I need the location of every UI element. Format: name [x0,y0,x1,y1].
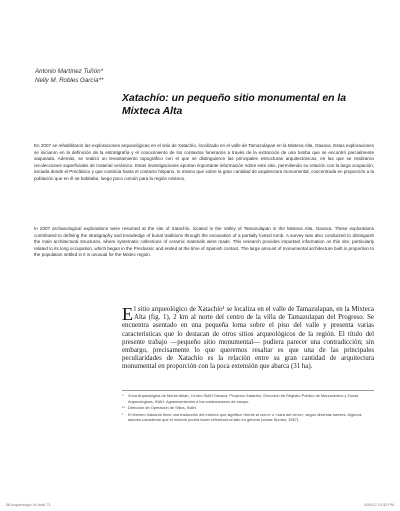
footnote-mark: * [122,393,124,398]
article-title: Xatachío: un pequeño sitio monumental en la Mixteca Alta [122,93,346,117]
print-slug [6,502,394,509]
abstract-spanish: En 2007 se rehabilitaron las exploraciones arqueológicas en el sitio de Xatachío, localizado en el valle de Tamazulapan en la Mixteca Alta, Oaxaca. Estas exploraciones se iniciaron en la definición de la estratigrafía y el conocimiento de los contextos funerarios a través de la extracción de una tumba que se encontró parcialmente saqueada. Además, se realizó un levantamiento topográfico con el que se distinguieron las principales estructuras arquitectónicas, en las que se realizaron recolecciones superficiales de material cerámico. Estas investigaciones aportan importante información sobre este sitio, permitiendo su relación con la larga ocupación, iniciada desde el Preclásico y que continúa hasta el contacto hispano, lo mismo que sobre la gran cantidad de arquitectura monumental, concentrada en proporción a la población que en él se habitaba, luego poco común para la región mixteca. [34,143,374,181]
author-name: Antonio Martínez Tuñón* [35,68,103,75]
slug-filename: 08 Arqueología 44.indd 73 [6,503,51,507]
footnote-mark: ** [122,405,126,411]
abstract-english: In 2007 archaeological explorations were resumed at the site of Xatachío, located in the Valley of Tamazulapan in the Mixteca Alta, Oaxaca. These explorations contributed to defining the stratigraphy and knowledge of burial traditions through the excavation of a partially looted tomb. A survey was also conducted to distinguish the main architectural structures, where systematic collections of ceramic materials were made. This research provides important information on this site, particularly related to its long occupation, which began in the Preclassic and ended at the time of Spanish contact. The large amount of monumental architecture built in proportion to the population settled in it is unusual for the Mixtec region. [34,226,374,258]
slug-timestamp: 4/28/12 10:32 PM [364,503,394,507]
drop-cap: E [122,304,133,324]
footnote-text: Dirección de Operación de Sitios, INAH. [128,405,198,411]
footnote-mark: ¹ [122,411,124,417]
footnote [122,405,374,411]
intro-paragraph [122,306,374,372]
intro-text: l sitio arqueológico de Xatachío¹ se localiza en el valle de Tamazulapan, en la Mixteca Alta (fig. 1), 2 km al norte del centro de la villa de Tamazulapan del Progreso. Se encuentra asentado en una pequeña loma sobre el piso del valle y presenta varias características que lo destacan de otros sitios arqueológicos de la región. El título del presente trabajo —pequeño sitio monumental— pudiera parecer una contradicción; sin embargo, precisamente lo que queremos resaltar es que una de las principales peculiaridades de Xatachío es la relación entre su gran cantidad de arquitectura monumental en proporción con la poca extensión que abarca (31 ha). [122,306,374,371]
footnote [122,393,374,404]
footnote-text: Zona Arqueológica de Monte Albán, Centro INAH Oaxaca. Proyecto Xatachío, Dirección de Registro Público de Monumentos y Zonas Arqueológicas, INAH. Agradecimientos a los colaboradores de campo. [128,393,359,404]
footnote-rule [122,390,374,391]
author-name: Nelly M. Robles García** [35,77,104,84]
footnote [122,412,374,423]
authors-block [35,67,103,85]
footnotes [122,393,374,424]
footnote-text: El término Xatachío tiene una traducción del mixteco que significa «frente al cerro» o «cara del cerro», según diversas fuentes. Algunos autores consideran que el nombre podría hacer referencia al sitio en general (véase Spores, 1967). [128,411,362,423]
